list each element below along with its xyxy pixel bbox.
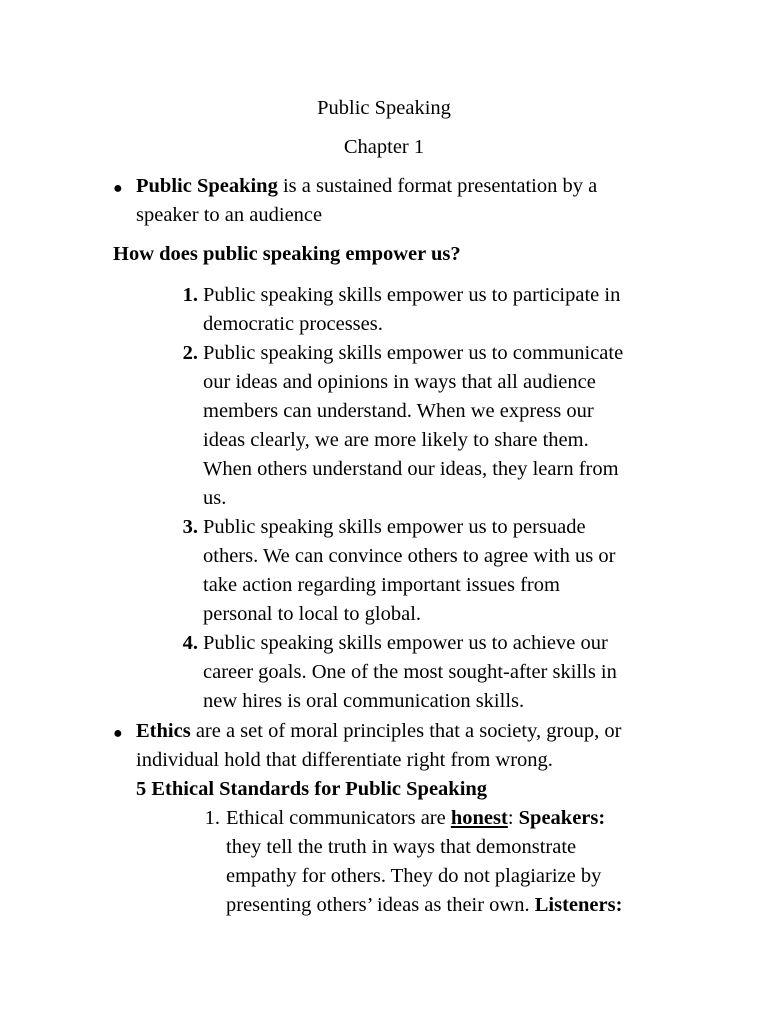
honest-keyword: honest — [450, 807, 508, 829]
list-item-line: Public speaking skills empower us to achieve our — [203, 632, 608, 654]
bullet-icon: ● — [113, 725, 123, 742]
list-item-line: Public speaking skills empower us to participate in — [203, 284, 621, 306]
ethics-term: Ethics — [136, 720, 191, 742]
question-heading: How does public speaking empower us? — [113, 243, 461, 265]
list-item-number: 3. — [182, 516, 198, 538]
doc-title: Public Speaking — [317, 97, 451, 119]
ethical-item1-line3: empathy for others. They do not plagiarize by — [226, 865, 602, 887]
bullet2-rest: are a set of moral principles that a society, group, or — [190, 720, 622, 742]
bullet2-line2: individual hold that differentiate right from wrong. — [136, 749, 553, 771]
bullet1-rest: is a sustained format presentation by a — [277, 175, 598, 197]
bullet1-line2: speaker to an audience — [136, 204, 323, 226]
list-item-number: 4. — [182, 632, 198, 654]
list-item-line: career goals. One of the most sought-after skills in — [203, 661, 617, 683]
bullet2-line1 — [136, 717, 621, 746]
ethical-item1-line4 — [226, 891, 622, 920]
list-item-line: members can understand. When we express our — [203, 400, 594, 422]
ethical-item1-line2: they tell the truth in ways that demonstrate — [226, 836, 577, 858]
list-item-line: us. — [203, 487, 227, 509]
chapter-label: Chapter 1 — [343, 136, 425, 158]
list-item-line: personal to local to global. — [203, 603, 422, 625]
list-item-line: take action regarding important issues from — [203, 574, 560, 596]
ethical-item1-colon: : — [507, 807, 519, 829]
list-item-line: When others understand our ideas, they learn from — [203, 458, 619, 480]
ethical-standards-heading: 5 Ethical Standards for Public Speaking — [136, 778, 488, 800]
list-item-number: 2. — [182, 342, 198, 364]
ethical-item-number: 1. — [204, 807, 220, 829]
ethical-item1-prefix: Ethical communicators are — [226, 807, 451, 829]
list-item-line: democratic processes. — [203, 313, 383, 335]
list-item-line: Public speaking skills empower us to persuade — [203, 516, 586, 538]
listeners-label: Listeners: — [534, 894, 623, 916]
bullet-icon: ● — [113, 180, 123, 197]
bullet1-line1 — [136, 172, 597, 201]
ethical-item1-line1 — [226, 804, 605, 833]
list-item-line: others. We can convince others to agree with us or — [203, 545, 616, 567]
public-speaking-term: Public Speaking — [136, 175, 278, 197]
list-item-line: ideas clearly, we are more likely to share them. — [203, 429, 589, 451]
list-item-number: 1. — [182, 284, 198, 306]
ethical-item1-line4-text: presenting others’ ideas as their own. — [226, 894, 535, 916]
speakers-label: Speakers: — [518, 807, 606, 829]
list-item-line: new hires is oral communication skills. — [203, 690, 525, 712]
list-item-line: Public speaking skills empower us to communicate — [203, 342, 624, 364]
list-item-line: our ideas and opinions in ways that all audience — [203, 371, 596, 393]
